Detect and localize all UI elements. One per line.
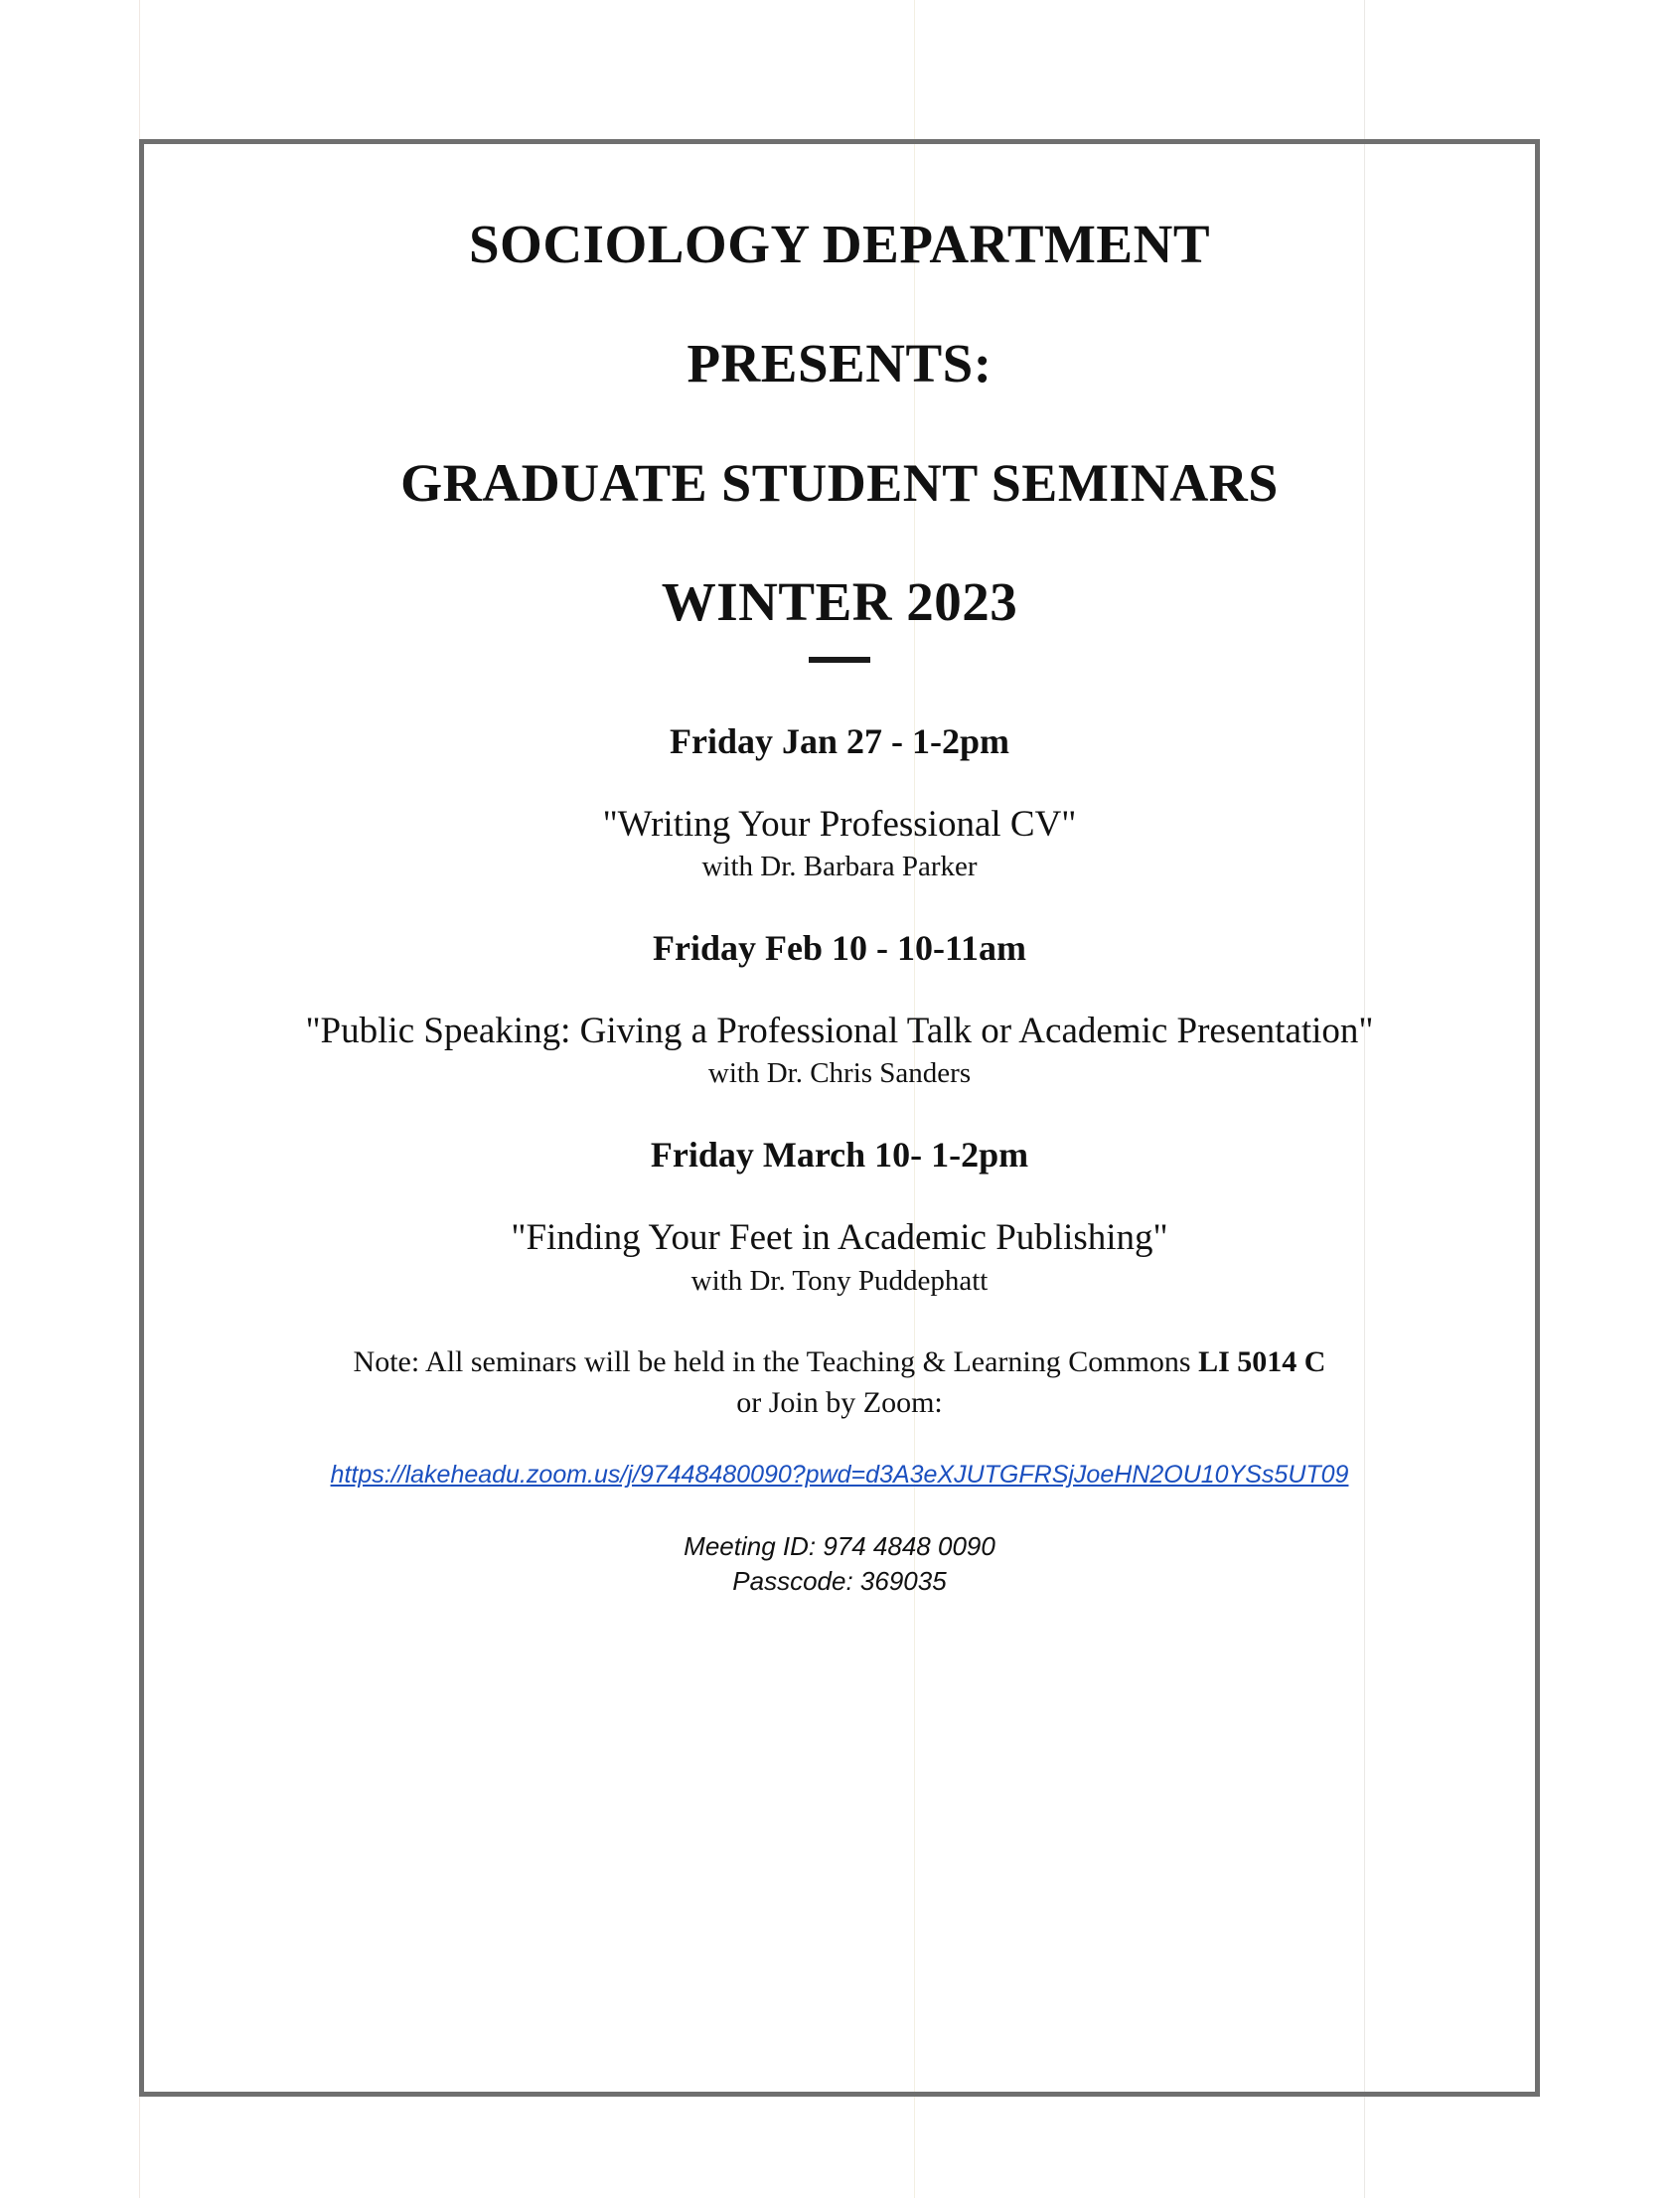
zoom-meeting-details [204, 1529, 1475, 1598]
seminar-title-3: "Finding Your Feet in Academic Publishing" [511, 1217, 1168, 1259]
location-room-code: LI 5014 C [1198, 1344, 1326, 1378]
seminar-entry-2 [204, 927, 1475, 1090]
poster-heading-presents: PRESENTS: [687, 333, 993, 394]
seminar-speaker-2: with Dr. Chris Sanders [707, 1057, 972, 1090]
seminar-entry-1 [204, 720, 1475, 883]
poster-heading-series: GRADUATE STUDENT SEMINARS [400, 452, 1279, 513]
zoom-meeting-id: Meeting ID: 974 4848 0090 [684, 1531, 995, 1562]
zoom-join-link[interactable]: https://lakeheadu.zoom.us/j/97448480090?pwd=d3A3eXJUTGFRSjJoeHN2OU10YSs5UT09 [330, 1461, 1349, 1490]
seminar-title-1: "Writing Your Professional CV" [602, 804, 1077, 846]
seminar-date-3: Friday March 10- 1-2pm [650, 1135, 1029, 1176]
seminar-speaker-3: with Dr. Tony Puddephatt [690, 1264, 989, 1297]
poster-heading-department: SOCIOLOGY DEPARTMENT [468, 214, 1211, 274]
poster-border [139, 139, 1540, 2097]
seminar-speaker-1: with Dr. Barbara Parker [701, 851, 978, 883]
poster-heading-term: WINTER 2023 [661, 570, 1018, 632]
location-note [204, 1341, 1475, 1424]
location-note-prefix: Note: All seminars will be held in the Teaching & Learning Commons [353, 1344, 1199, 1378]
seminar-date-2: Friday Feb 10 - 10-11am [653, 928, 1026, 969]
zoom-passcode: Passcode: 369035 [732, 1565, 947, 1596]
divider-rule [809, 657, 870, 663]
poster-content [144, 144, 1535, 1598]
seminar-date-1: Friday Jan 27 - 1-2pm [670, 721, 1009, 762]
location-note-join: or Join by Zoom: [736, 1385, 943, 1419]
seminar-entry-3 [204, 1134, 1475, 1297]
seminar-title-2: "Public Speaking: Giving a Professional Talk or Academic Presentation" [305, 1011, 1374, 1052]
